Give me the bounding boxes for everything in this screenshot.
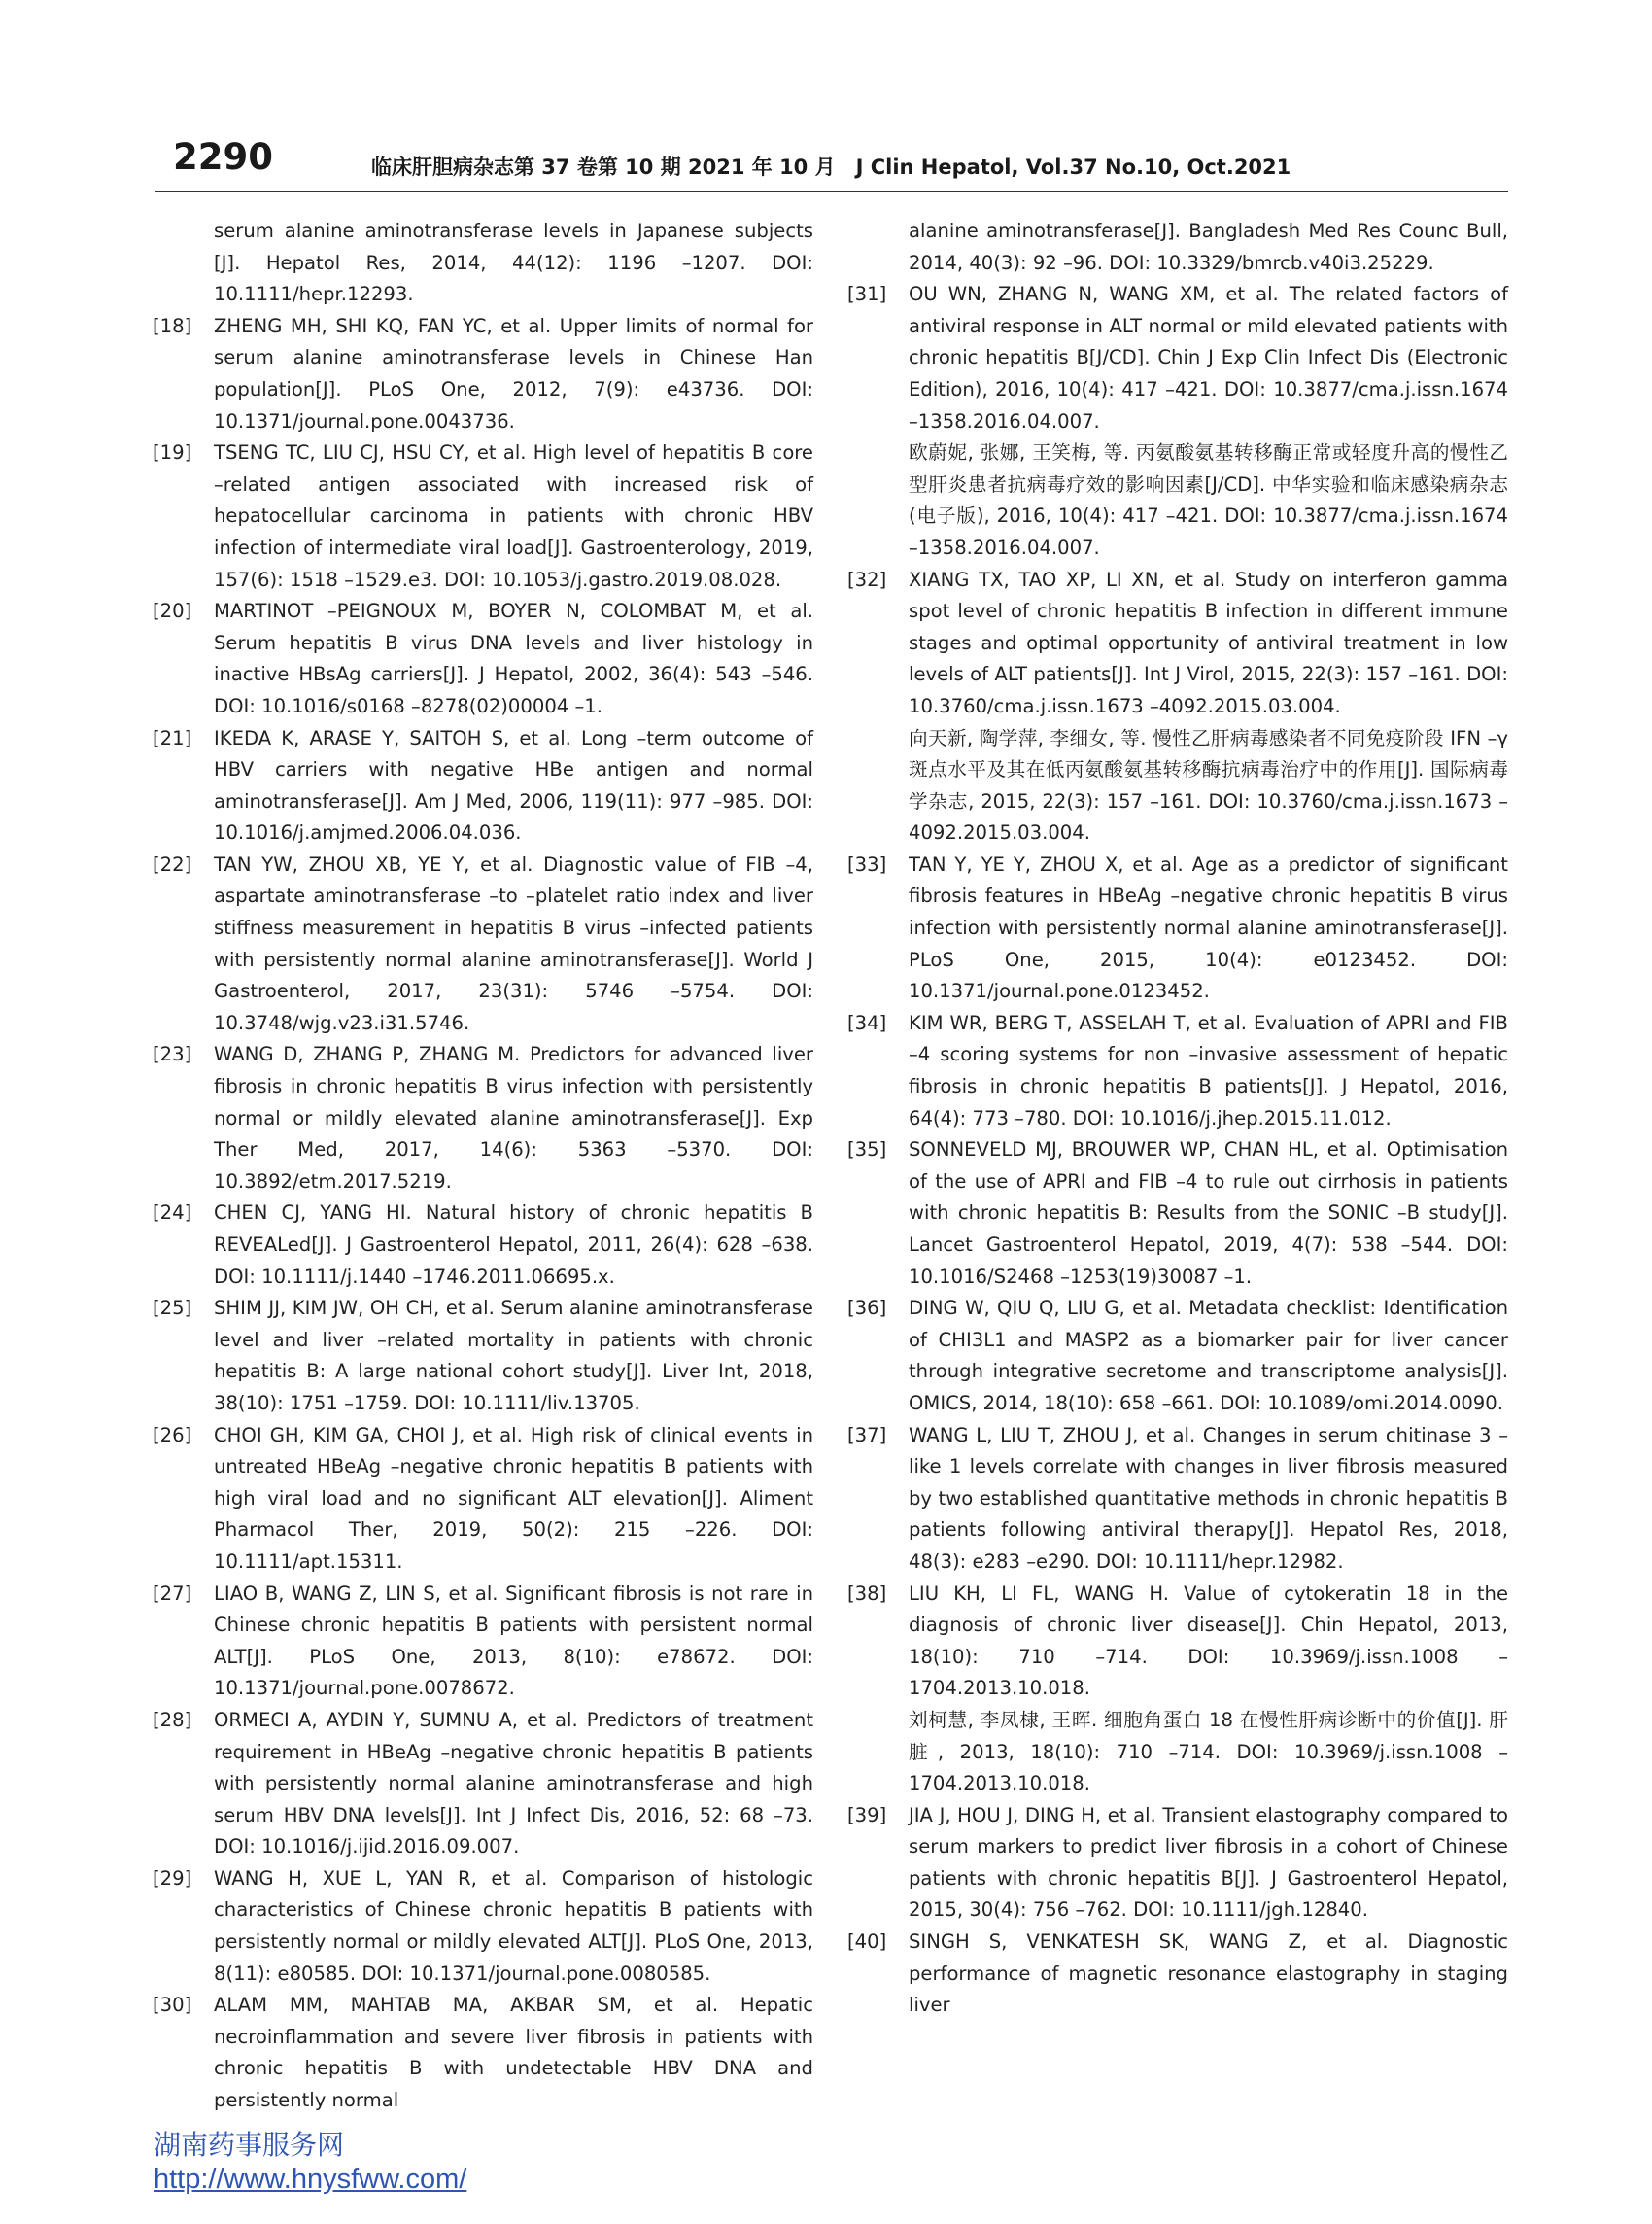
reference-number: [30] xyxy=(153,1994,192,2017)
reference-item xyxy=(847,1008,1508,1134)
reference-item xyxy=(847,850,1508,1008)
reference-text: KIM WR, BERG T, ASSELAH T, et al. Evaluation of APRI and FIB –4 scoring systems for non –invasive assessment of hepatic fibrosis in chronic hepatitis B patients[J]. J Hepatol, 2016, 64(4): 773 –780. DOI: 10.1016/j.jhep.2015.11.012. xyxy=(909,1011,1508,1129)
reference-text: WANG D, ZHANG P, ZHANG M. Predictors for advanced liver fibrosis in chronic hepatitis B virus infection with persistently normal or mildly elevated alanine aminotransferase[J]. Exp Ther Med, 2017, 14(6): 5363 –5370. DOI: 10.3892/etm.2017.5219. xyxy=(214,1043,813,1193)
reference-number: [25] xyxy=(153,1297,192,1320)
reference-item xyxy=(153,1198,813,1293)
reference-text: ORMECI A, AYDIN Y, SUMNU A, et al. Predictors of treatment requirement in HBeAg –negative chronic hepatitis B patients with persistently normal alanine aminotransferase and high serum HBV DNA levels[J]. Int J Infect Dis, 2016, 52: 68 –73. DOI: 10.1016/j.ijid.2016.09.007. xyxy=(214,1708,813,1859)
reference-text: LIU KH, LI FL, WANG H. Value of cytokeratin 18 in the diagnosis of chronic liver disease[J]. Chin Hepatol, 2013, 18(10): 710 –714. DOI: 10.3969/j.issn.1008 –1704.2013.10.018. xyxy=(909,1581,1508,1700)
reference-item xyxy=(847,1420,1508,1579)
reference-item xyxy=(847,216,1508,279)
reference-number: [21] xyxy=(153,726,192,749)
reference-text-chinese: 欧蔚妮, 张娜, 王笑梅, 等. 丙氨酸氨基转移酶正常或轻度升高的慢性乙型肝炎患者抗病毒疗效的影响因素[J/CD]. 中华实验和临床感染病杂志(电子版), 2016, 10(4): 417 –421. DOI: 10.3877/cma.j.issn.1674 –1358.2016.04.007. xyxy=(909,441,1508,559)
journal-running-title: 临床肝胆病杂志第 37 卷第 10 期 2021 年 10 月 J Clin Hepatol, Vol.37 No.10, Oct.2021 xyxy=(371,156,1291,179)
reference-item xyxy=(153,1863,813,1990)
reference-text: ZHENG MH, SHI KQ, FAN YC, et al. Upper limits of normal for serum alanine aminotransferase levels in Chinese Han population[J]. PLoS One, 2012, 7(9): e43736. DOI: 10.1371/journal.pone.0043736. xyxy=(214,314,813,433)
reference-number: [22] xyxy=(153,852,192,876)
page-number: 2290 xyxy=(173,136,273,178)
reference-text: alanine aminotransferase[J]. Bangladesh Med Res Counc Bull, 2014, 40(3): 92 –96. DOI: 10.3329/bmrcb.v40i3.25229. xyxy=(909,220,1508,274)
header-rule xyxy=(155,191,1508,192)
reference-number: [39] xyxy=(847,1803,887,1826)
reference-number: [19] xyxy=(153,441,192,465)
reference-number: [31] xyxy=(847,283,887,306)
reference-item xyxy=(153,311,813,437)
reference-item xyxy=(847,279,1508,564)
reference-number: [37] xyxy=(847,1423,887,1446)
reference-item xyxy=(153,437,813,596)
reference-text: SHIM JJ, KIM JW, OH CH, et al. Serum alanine aminotransferase level and liver –related mortality in patients with chronic hepatitis B: A large national cohort study[J]. Liver Int, 2018, 38(10): 1751 –1759. DOI: 10.1111/liv.13705. xyxy=(214,1297,813,1414)
reference-text: SONNEVELD MJ, BROUWER WP, CHAN HL, et al. Optimisation of the use of APRI and FIB –4 to rule out cirrhosis in patients with chronic hepatitis B: Results from the SONIC –B study[J]. Lancet Gastroenterol Hepatol, 2019, 4(7): 538 –544. DOI: 10.1016/S2468 –1253(19)30087 –1. xyxy=(909,1138,1508,1288)
reference-item xyxy=(153,1039,813,1198)
reference-item xyxy=(153,850,813,1040)
reference-item xyxy=(847,1800,1508,1927)
site-footer xyxy=(154,2129,466,2197)
reference-text: IKEDA K, ARASE Y, SAITOH S, et al. Long –term outcome of HBV carriers with negative HBe antigen and normal aminotransferase[J]. Am J Med, 2006, 119(11): 977 –985. DOI: 10.1016/j.amjmed.2006.04.036. xyxy=(214,726,813,845)
reference-item xyxy=(847,1293,1508,1419)
reference-item xyxy=(153,723,813,850)
reference-text: ALAM MM, MAHTAB MA, AKBAR SM, et al. Hepatic necroinflammation and severe liver fibrosis in patients with chronic hepatitis B with undetectable HBV DNA and persistently normal xyxy=(214,1994,813,2112)
reference-text: WANG H, XUE L, YAN R, et al. Comparison of histologic characteristics of Chinese chronic hepatitis B patients with persistently normal or mildly elevated ALT[J]. PLoS One, 2013, 8(11): e80585. DOI: 10.1371/journal.pone.0080585. xyxy=(214,1866,813,1985)
reference-text: CHEN CJ, YANG HI. Natural history of chronic hepatitis B REVEALed[J]. J Gastroenterol Hepatol, 2011, 26(4): 628 –638. DOI: 10.1111/j.1440 –1746.2011.06695.x. xyxy=(214,1201,813,1288)
reference-item xyxy=(847,1579,1508,1800)
reference-text: TAN Y, YE Y, ZHOU X, et al. Age as a predictor of significant fibrosis features in HBeAg –negative chronic hepatitis B virus infection with persistently normal alanine aminotransferase[J]. PLoS One, 2015, 10(4): e0123452. DOI: 10.1371/journal.pone.0123452. xyxy=(909,852,1508,1003)
reference-text-chinese: 刘柯慧, 李凤棣, 王晖. 细胞角蛋白 18 在慢性肝病诊断中的价值[J]. 肝脏, 2013, 18(10): 710 –714. DOI: 10.3969/j.issn.1008 –1704.2013.10.018. xyxy=(909,1708,1508,1795)
reference-number: [24] xyxy=(153,1201,192,1225)
references-left-column xyxy=(153,216,813,2117)
reference-text: SINGH S, VENKATESH SK, WANG Z, et al. Diagnostic performance of magnetic resonance elastography in staging liver xyxy=(909,1930,1508,2017)
reference-number: [33] xyxy=(847,852,887,876)
reference-text-chinese: 向天新, 陶学萍, 李细女, 等. 慢性乙肝病毒感染者不同免疫阶段 IFN –γ 斑点水平及其在低丙氨酸氨基转移酶抗病毒治疗中的作用[J]. 国际病毒学杂志, 2015, 22(3): 157 –161. DOI: 10.3760/cma.j.issn.1673 –4092.2015.03.004. xyxy=(909,726,1508,845)
reference-text: WANG L, LIU T, ZHOU J, et al. Changes in serum chitinase 3 –like 1 levels correlate with changes in liver fibrosis measured by two established quantitative methods in chronic hepatitis B patients following antiviral therapy[J]. Hepatol Res, 2018, 48(3): e283 –e290. DOI: 10.1111/hepr.12982. xyxy=(909,1423,1508,1573)
reference-text: JIA J, HOU J, DING H, et al. Transient elastography compared to serum markers to predict liver fibrosis in a cohort of Chinese patients with chronic hepatitis B[J]. J Gastroenterol Hepatol, 2015, 30(4): 756 –762. DOI: 10.1111/jgh.12840. xyxy=(909,1803,1508,1922)
reference-number: [35] xyxy=(847,1138,887,1162)
reference-item xyxy=(153,1293,813,1419)
reference-number: [32] xyxy=(847,568,887,591)
references-right-column xyxy=(847,216,1508,2022)
reference-item xyxy=(847,1134,1508,1293)
reference-item xyxy=(847,565,1508,850)
reference-number: [29] xyxy=(153,1866,192,1890)
reference-number: [36] xyxy=(847,1297,887,1320)
reference-text: LIAO B, WANG Z, LIN S, et al. Significant fibrosis is not rare in Chinese chronic hepatitis B patients with persistent normal ALT[J]. PLoS One, 2013, 8(10): e78672. DOI: 10.1371/journal.pone.0078672. xyxy=(214,1581,813,1700)
reference-item xyxy=(153,216,813,311)
reference-item xyxy=(153,1990,813,2116)
reference-number: [34] xyxy=(847,1011,887,1034)
reference-number: [38] xyxy=(847,1581,887,1605)
reference-number: [26] xyxy=(153,1423,192,1446)
reference-text: TSENG TC, LIU CJ, HSU CY, et al. High level of hepatitis B core –related antigen associated with increased risk of hepatocellular carcinoma in patients with chronic HBV infection of intermediate viral load[J]. Gastroenterology, 2019, 157(6): 1518 –1529.e3. DOI: 10.1053/j.gastro.2019.08.028. xyxy=(214,441,813,591)
page-header xyxy=(155,136,1501,192)
reference-text: CHOI GH, KIM GA, CHOI J, et al. High risk of clinical events in untreated HBeAg –negative chronic hepatitis B patients with high viral load and no significant ALT elevation[J]. Aliment Pharmacol Ther, 2019, 50(2): 215 –226. DOI: 10.1111/apt.15311. xyxy=(214,1423,813,1573)
reference-text: XIANG TX, TAO XP, LI XN, et al. Study on interferon gamma spot level of chronic hepatitis B infection in different immune stages and optimal opportunity of antiviral treatment in low levels of ALT patients[J]. Int J Virol, 2015, 22(3): 157 –161. DOI: 10.3760/cma.j.issn.1673 –4092.2015.03.004. xyxy=(909,568,1508,717)
reference-number: [20] xyxy=(153,600,192,623)
reference-text: MARTINOT –PEIGNOUX M, BOYER N, COLOMBAT M, et al. Serum hepatitis B virus DNA levels and liver histology in inactive HBsAg carriers[J]. J Hepatol, 2002, 36(4): 543 –546. DOI: 10.1016/s0168 –8278(02)00004 –1. xyxy=(214,600,813,717)
reference-text: DING W, QIU Q, LIU G, et al. Metadata checklist: Identification of CHI3L1 and MASP2 as a biomarker pair for liver cancer through integrative secretome and transcriptome analysis[J]. OMICS, 2014, 18(10): 658 –661. DOI: 10.1089/omi.2014.0090. xyxy=(909,1297,1508,1414)
reference-item xyxy=(153,1420,813,1579)
reference-number: [40] xyxy=(847,1930,887,1954)
reference-text: TAN YW, ZHOU XB, YE Y, et al. Diagnostic value of FIB –4, aspartate aminotransferase –to –platelet ratio index and liver stiffness measurement in hepatitis B virus –infected patients with persistently normal alanine aminotransferase[J]. World J Gastroenterol, 2017, 23(31): 5746 –5754. DOI: 10.3748/wjg.v23.i31.5746. xyxy=(214,852,813,1034)
reference-text: serum alanine aminotransferase levels in Japanese subjects [J]. Hepatol Res, 2014, 44(12): 1196 –1207. DOI: 10.1111/hepr.12293. xyxy=(214,220,813,306)
reference-number: [27] xyxy=(153,1581,192,1605)
reference-number: [23] xyxy=(153,1043,192,1066)
reference-text: OU WN, ZHANG N, WANG XM, et al. The related factors of antiviral response in ALT normal or mild elevated patients with chronic hepatitis B[J/CD]. Chin J Exp Clin Infect Dis (Electronic Edition), 2016, 10(4): 417 –421. DOI: 10.3877/cma.j.issn.1674 –1358.2016.04.007. xyxy=(909,283,1508,433)
reference-number: [18] xyxy=(153,314,192,337)
reference-item xyxy=(847,1927,1508,2022)
reference-number: [28] xyxy=(153,1708,192,1731)
reference-item xyxy=(153,1579,813,1705)
reference-item xyxy=(153,1705,813,1863)
reference-item xyxy=(153,596,813,722)
footer-site-name: 湖南药事服务网 xyxy=(154,2129,345,2161)
footer-url-link[interactable]: http://www.hnysfww.com/ xyxy=(154,2164,467,2195)
